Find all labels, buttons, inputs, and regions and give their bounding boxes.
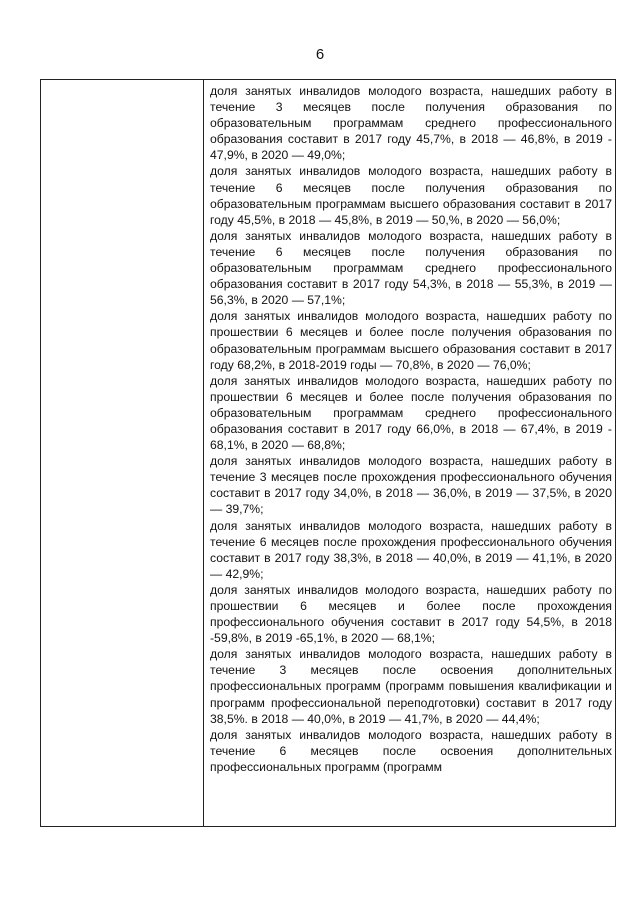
paragraph-indicator-2: доля занятых инвалидов молодого возраста, нашедших работу в течение 6 месяцев после получения образования по образовательным программам высшего образования составит в 2017 году 45,5%, в 2018 — 45,8%, в 2019 — 50,%, в 2020 — 56,0%; xyxy=(210,164,612,227)
document-table xyxy=(40,79,616,827)
page-number: 6 xyxy=(315,46,325,63)
table-left-column xyxy=(41,80,204,826)
paragraph-indicator-4: доля занятых инвалидов молодого возраста, нашедших работу по прошествии 6 месяцев и более после получения образования по образовательным программам высшего образования составит в 2017 году 68,2%, в 2018-2019 годы — 70,8%, в 2020 — 76,0%; xyxy=(210,309,612,372)
paragraph-indicator-6: доля занятых инвалидов молодого возраста, нашедших работу в течение 3 месяцев после прохождения профессионального обучения составит в 2017 году 34,0%, в 2018 — 36,0%, в 2019 — 37,5%, в 2020 — 39,7%; xyxy=(210,454,612,517)
paragraph-indicator-8: доля занятых инвалидов молодого возраста, нашедших работу по прошествии 6 месяцев и более после прохождения профессионального обучения составит в 2017 году 54,5%, в 2018 -59,8%, в 2019 -65,1%, в 2020 — 68,1%; xyxy=(210,582,612,646)
paragraph-indicator-9: доля занятых инвалидов молодого возраста, нашедших работу в течение 3 месяцев после освоения дополнительных профессиональных программ (программ повышения квалификации и программ профессиональной переподготовки) составит в 2017 году 38,5%. в 2018 — 40,0%, в 2019 — 41,7%, в 2020 — 44,4%; xyxy=(210,647,612,726)
paragraph-indicator-1: доля занятых инвалидов молодого возраста, нашедших работу в течение 3 месяцев после получения образования по образовательным программам среднего профессионального образования составит в 2017 году 45,7%, в 2018 — 46,8%, в 2019 - 47,9%, в 2020 — 49,0%; xyxy=(210,84,612,163)
paragraph-indicator-3: доля занятых инвалидов молодого возраста, нашедших работу в течение 6 месяцев после получения образования по образовательным программам среднего профессионального образования составит в 2017 году 54,3%, в 2018 — 55,3%, в 2019 — 56,3%, в 2020 — 57,1%; xyxy=(210,228,612,308)
paragraph-indicator-5: доля занятых инвалидов молодого возраста, нашедших работу по прошествии 6 месяцев и более после получения образования по образовательным программам среднего профессионального образования составит в 2017 году 66,0%, в 2018 — 67,4%, в 2019 - 68,1%, в 2020 — 68,8%; xyxy=(210,373,612,453)
paragraph-indicator-7: доля занятых инвалидов молодого возраста, нашедших работу в течение 6 месяцев после прохождения профессионального обучения составит в 2017 году 38,3%, в 2018 — 40,0%, в 2019 — 41,1%, в 2020 — 42,9%; xyxy=(210,518,612,581)
table-right-column xyxy=(210,83,612,775)
paragraph-indicator-10: доля занятых инвалидов молодого возраста, нашедших работу в течение 6 месяцев после освоения дополнительных профессиональных программ (программ xyxy=(210,727,612,774)
